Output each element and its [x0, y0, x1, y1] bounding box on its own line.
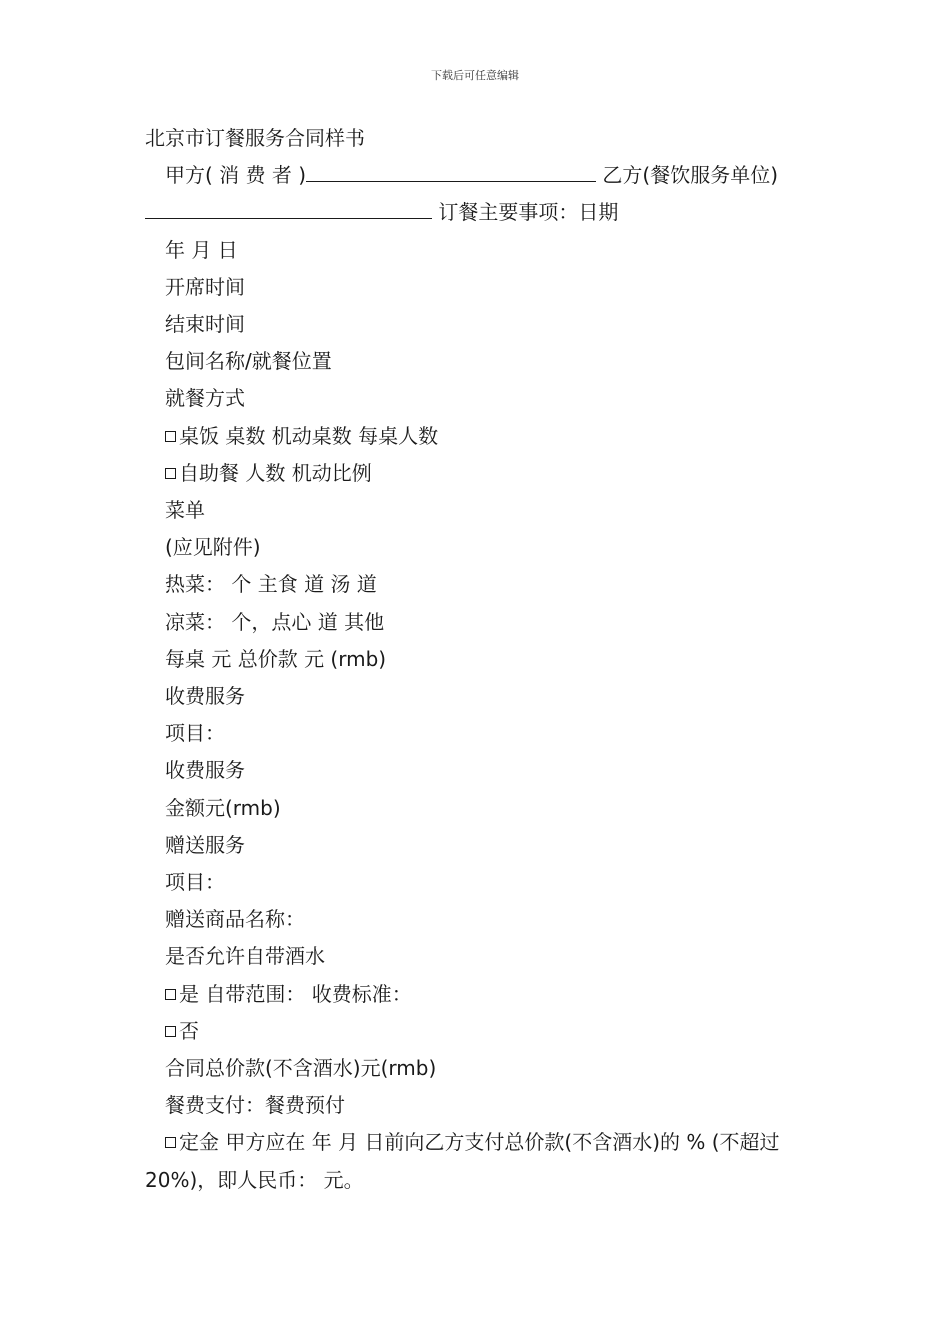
paid-service-line-2: 收费服务: [165, 758, 245, 783]
paid-service-line: 收费服务: [165, 684, 245, 709]
page-header: 下载后可任意编辑: [431, 69, 519, 82]
total-line: 合同总价款(不含酒水)元(rmb): [165, 1056, 437, 1081]
amount-line: 金额元(rmb): [165, 795, 281, 820]
main-items-line: [145, 194, 810, 231]
item-line-1: 项目：: [165, 721, 225, 746]
contract-title: 北京市订餐服务合同样书: [145, 126, 365, 150]
deposit-checkbox[interactable]: [165, 1137, 176, 1148]
per-table-line: 每桌 元 总价款 元 (rmb): [165, 646, 387, 671]
menu-line: 菜单: [165, 498, 205, 523]
end-time-line: 结束时间: [165, 312, 245, 337]
table-meal-label: 桌饭 桌数 机动桌数 每桌人数: [179, 423, 439, 448]
yes-checkbox[interactable]: [165, 989, 176, 1000]
buffet-checkbox[interactable]: [165, 468, 176, 479]
parties-line: [145, 157, 810, 194]
no-label: 否: [179, 1018, 199, 1043]
gift-name-line: 赠送商品名称：: [165, 907, 305, 932]
table-meal-line: [145, 418, 810, 455]
deposit-paragraph: [145, 1124, 810, 1198]
buffet-line: [145, 455, 810, 492]
own-wine-no-line: [145, 1013, 810, 1050]
start-time-line: 开席时间: [165, 274, 245, 299]
contract-body: [145, 120, 810, 1199]
party-a-label: 甲方( 消 费 者 ): [165, 163, 307, 188]
date-line: 年 月 日: [165, 237, 238, 262]
payment-line: 餐费支付：餐费预付: [165, 1093, 345, 1118]
own-wine-yes-line: [145, 976, 810, 1013]
party-b-label: 乙方(餐饮服务单位): [602, 163, 779, 188]
cold-dishes-line: 凉菜： 个，点心 道 其他: [165, 609, 385, 634]
party-a-blank: [306, 164, 596, 182]
party-b-blank: [145, 201, 432, 219]
dining-mode-line: 就餐方式: [165, 386, 245, 411]
yes-label: 是 自带范围： 收费标准：: [179, 981, 412, 1006]
item-line-2: 项目：: [165, 870, 225, 895]
free-service-line: 赠送服务: [165, 832, 245, 857]
hot-dishes-line: 热菜： 个 主食 道 汤 道: [165, 572, 377, 597]
room-line: 包间名称/就餐位置: [165, 349, 332, 374]
main-items-label: 订餐主要事项：日期: [438, 200, 619, 225]
no-checkbox[interactable]: [165, 1026, 176, 1037]
table-meal-checkbox[interactable]: [165, 431, 176, 442]
own-wine-line: 是否允许自带酒水: [165, 944, 325, 969]
deposit-text: 定金 甲方应在 年 月 日前向乙方支付总价款(不含酒水)的 % (不超过 20%)，即人民币： 元。: [145, 1130, 780, 1192]
see-attachment-line: (应见附件): [165, 535, 261, 560]
buffet-label: 自助餐 人数 机动比例: [179, 460, 372, 485]
